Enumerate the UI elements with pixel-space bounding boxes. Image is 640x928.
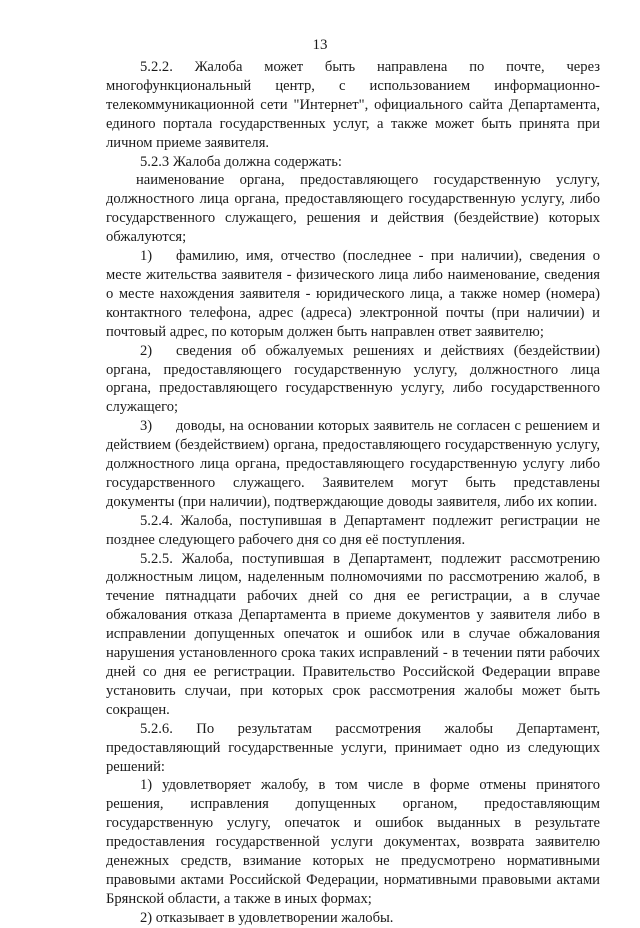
list-item-2-number: 2) [140,342,153,359]
list-item-3-text: доводы, на основании которых заявитель не согласен с решением и действием (бездействием) органа, предоставляющего государственную услугу, должностного лица органа, предоставляющего государственную услугу либо государственного служащего. Заявителем могут быть представлены документы (при наличии), подтверждающие доводы заявителя, либо их копии. [106,418,600,510]
list-item-2-text: сведения об обжалуемых решениях и действиях (бездействии) органа, предоставляющего государственную услугу, должностного лица органа, предоставляющего государственную услугу, либо государственного служащего; [106,342,600,416]
page-number: 13 [312,37,328,53]
document-body [106,58,600,928]
paragraph-5-2-3: 5.2.3 Жалоба должна содержать: [140,153,342,170]
list-item-3-number: 3) [140,418,153,435]
decision-item-1: 1) удовлетворяет жалобу, в том числе в форме отмены принятого решения, исправления допущенных органом, предоставляющим государственную услугу, опечаток и ошибок выданных в результате предоставления государственной услуги документах, возврата заявителю денежных средств, взимание которых не предусмотрено нормативными правовыми актами Российской Федерации, нормативными правовыми актами Брянской области, а также в иных формах; [106,777,600,907]
paragraph-5-2-5: 5.2.5. Жалоба, поступившая в Департамент, подлежит рассмотрению должностным лицом, наделенным полномочиями по рассмотрению жалоб, в течение пятнадцати рабочих дней со дня ее регистрации, а в случае обжалования отказа Департамента в приеме документов у заявителя либо в исправлении допущенных опечаток и ошибок или в случае обжалования нарушения установленного срока таких исправлений - в течении пяти рабочих дней со дня ее регистрации. Правительство Российской Федерации вправе установить случаи, при которых срок рассмотрения жалобы может быть сокращен. [106,550,600,718]
list-item-2 [106,342,600,418]
paragraph-5-2-4: 5.2.4. Жалоба, поступившая в Департамент подлежит регистрации не позднее следующего рабочего дня со дня её поступления. [106,512,600,548]
list-item-1-number: 1) [140,248,153,265]
paragraph-5-2-2: 5.2.2. Жалоба может быть направлена по почте, через многофункциональный центр, с использованием информационно-телекоммуникационной сети "Интернет", официального сайта Департамента, единого портала государственных услуг, а также может быть принята при личном приеме заявителя. [106,59,600,151]
list-item-1-text: фамилию, имя, отчество (последнее - при наличии), сведения о месте жительства заявителя - физического лица либо наименование, сведения о месте нахождения заявителя - юридического лица, а также номер (номера) контактного телефона, адрес (адреса) электронной почты (при наличии) и почтовый адрес, по которым должен быть направлен ответ заявителю; [106,248,600,340]
list-item-1 [106,247,600,342]
paragraph-organ-name: наименование органа, предоставляющего государственную услугу, должностного лица органа, предоставляющего государственную услугу, либо государственного служащего, решения и действия (бездействие) которых обжалуются; [106,172,600,246]
paragraph-5-2-6: 5.2.6. По результатам рассмотрения жалобы Департамент, предоставляющий государственные услуги, принимает одно из следующих решений: [106,720,600,775]
list-item-3 [106,417,600,512]
decision-item-2: 2) отказывает в удовлетворении жалобы. [140,909,394,926]
